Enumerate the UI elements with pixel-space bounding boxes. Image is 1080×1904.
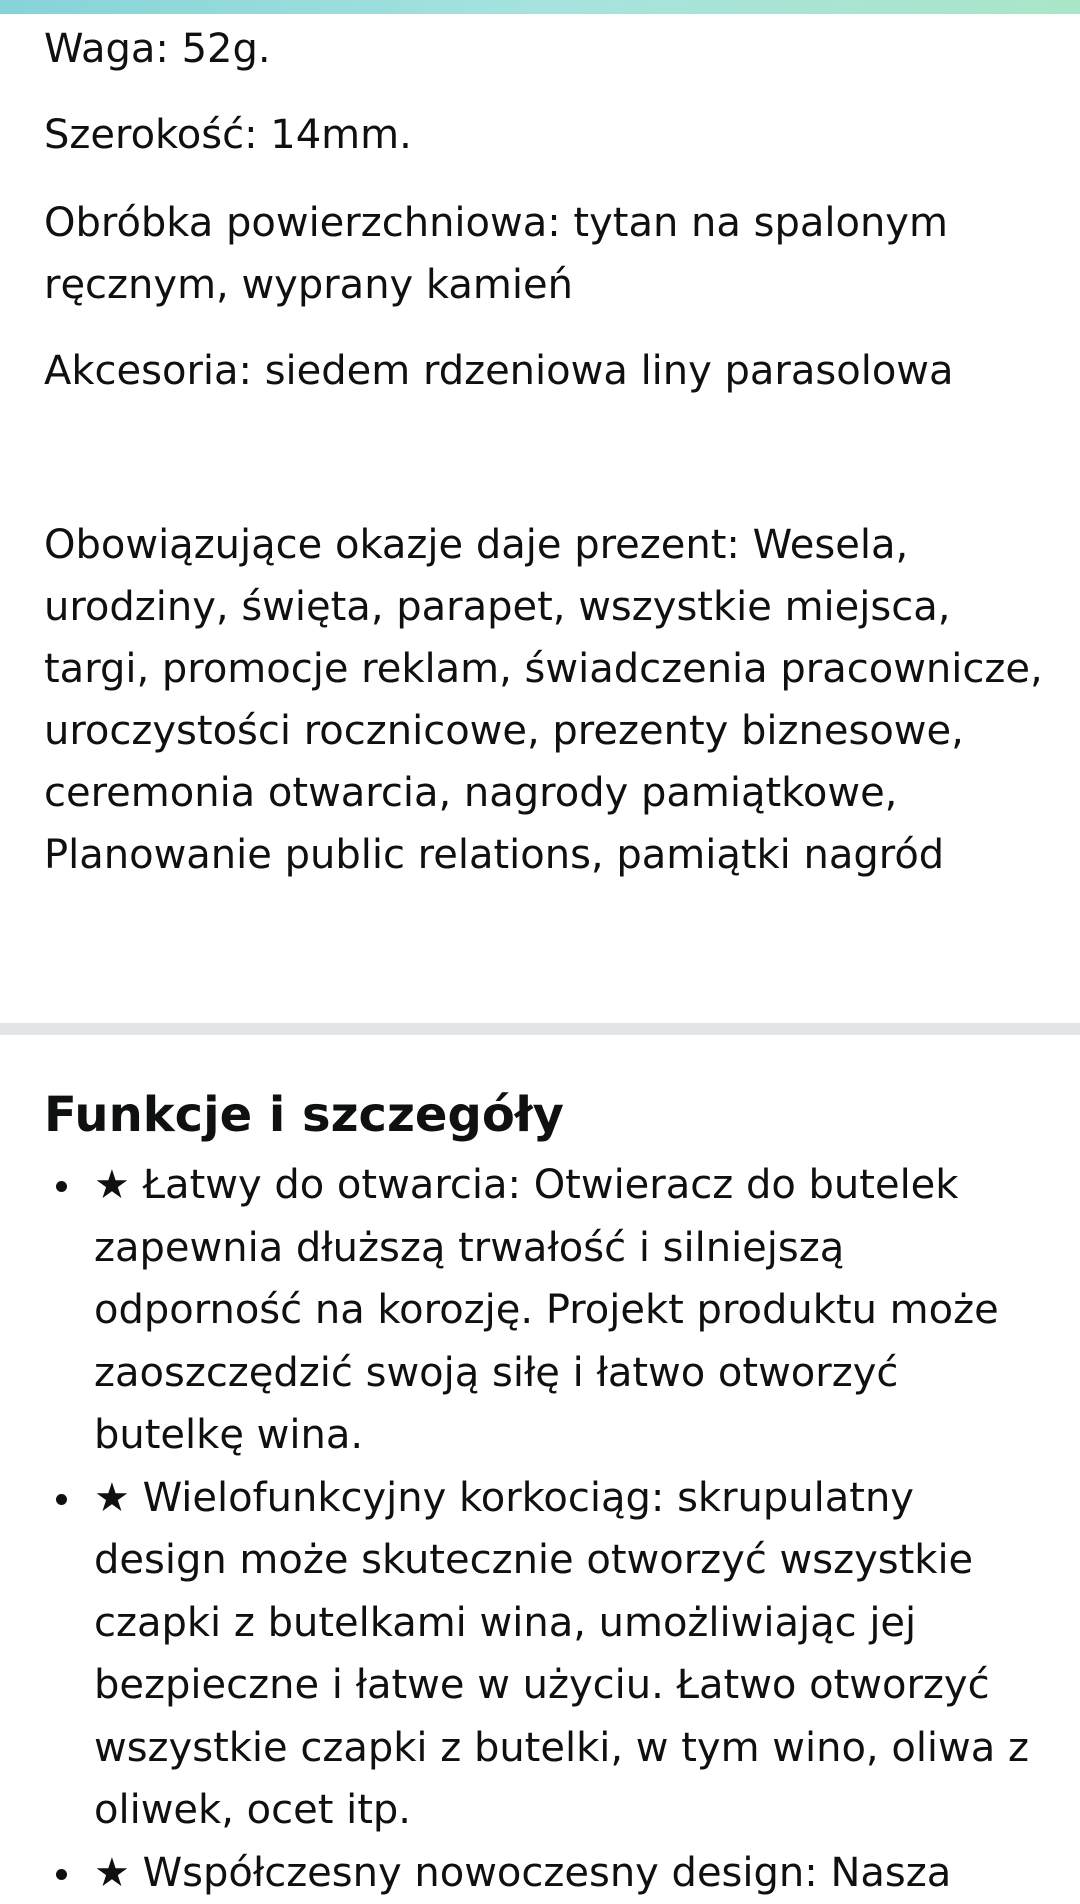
features-title: Funkcje i szczegóły xyxy=(44,1080,1054,1150)
feature-item-text: ★ Wielofunkcyjny korkociąg: skrupulatny design może skutecznie otworzyć wszystkie czapki z butelkami wina, umożliwiając jej bezpieczne i łatwe w użyciu. Łatwo otworzyć wszystkie czapki z butelki, w tym wino, oliwa z oliwek, ocet itp. xyxy=(94,1475,1029,1834)
spec-width: Szerokość: 14mm. xyxy=(44,104,1054,166)
feature-item xyxy=(44,1154,1054,1467)
spec-accessories: Akcesoria: siedem rdzeniowa liny parasolowa xyxy=(44,340,1054,402)
features-section xyxy=(44,1080,1054,1904)
product-description xyxy=(44,14,1054,886)
bullet-icon xyxy=(56,1494,67,1505)
feature-item xyxy=(44,1467,1054,1842)
top-accent-bar xyxy=(0,0,1080,14)
feature-item-text: ★ Współczesny nowoczesny design: Nasza xyxy=(94,1850,951,1896)
section-divider xyxy=(0,1023,1080,1035)
features-list xyxy=(44,1154,1054,1904)
bullet-icon xyxy=(56,1181,67,1192)
spec-surface-treatment: Obróbka powierzchniowa: tytan na spalonym ręcznym, wyprany kamień xyxy=(44,192,1054,316)
gift-occasions-text: Obowiązujące okazje daje prezent: Wesela, urodziny, święta, parapet, wszystkie miejsca, targi, promocje reklam, świadczenia pracownicze, uroczystości rocznicowe, prezenty biznesowe, ceremonia otwarcia, nagrody pamiątkowe, Planowanie public relations, pamiątki nagród xyxy=(44,514,1054,886)
bullet-icon xyxy=(56,1869,67,1880)
spec-weight: Waga: 52g. xyxy=(44,18,1054,80)
feature-item-text: ★ Łatwy do otwarcia: Otwieracz do butelek zapewnia dłuższą trwałość i silniejszą odporność na korozję. Projekt produktu może zaoszczędzić swoją siłę i łatwo otworzyć butelkę wina. xyxy=(94,1162,999,1458)
